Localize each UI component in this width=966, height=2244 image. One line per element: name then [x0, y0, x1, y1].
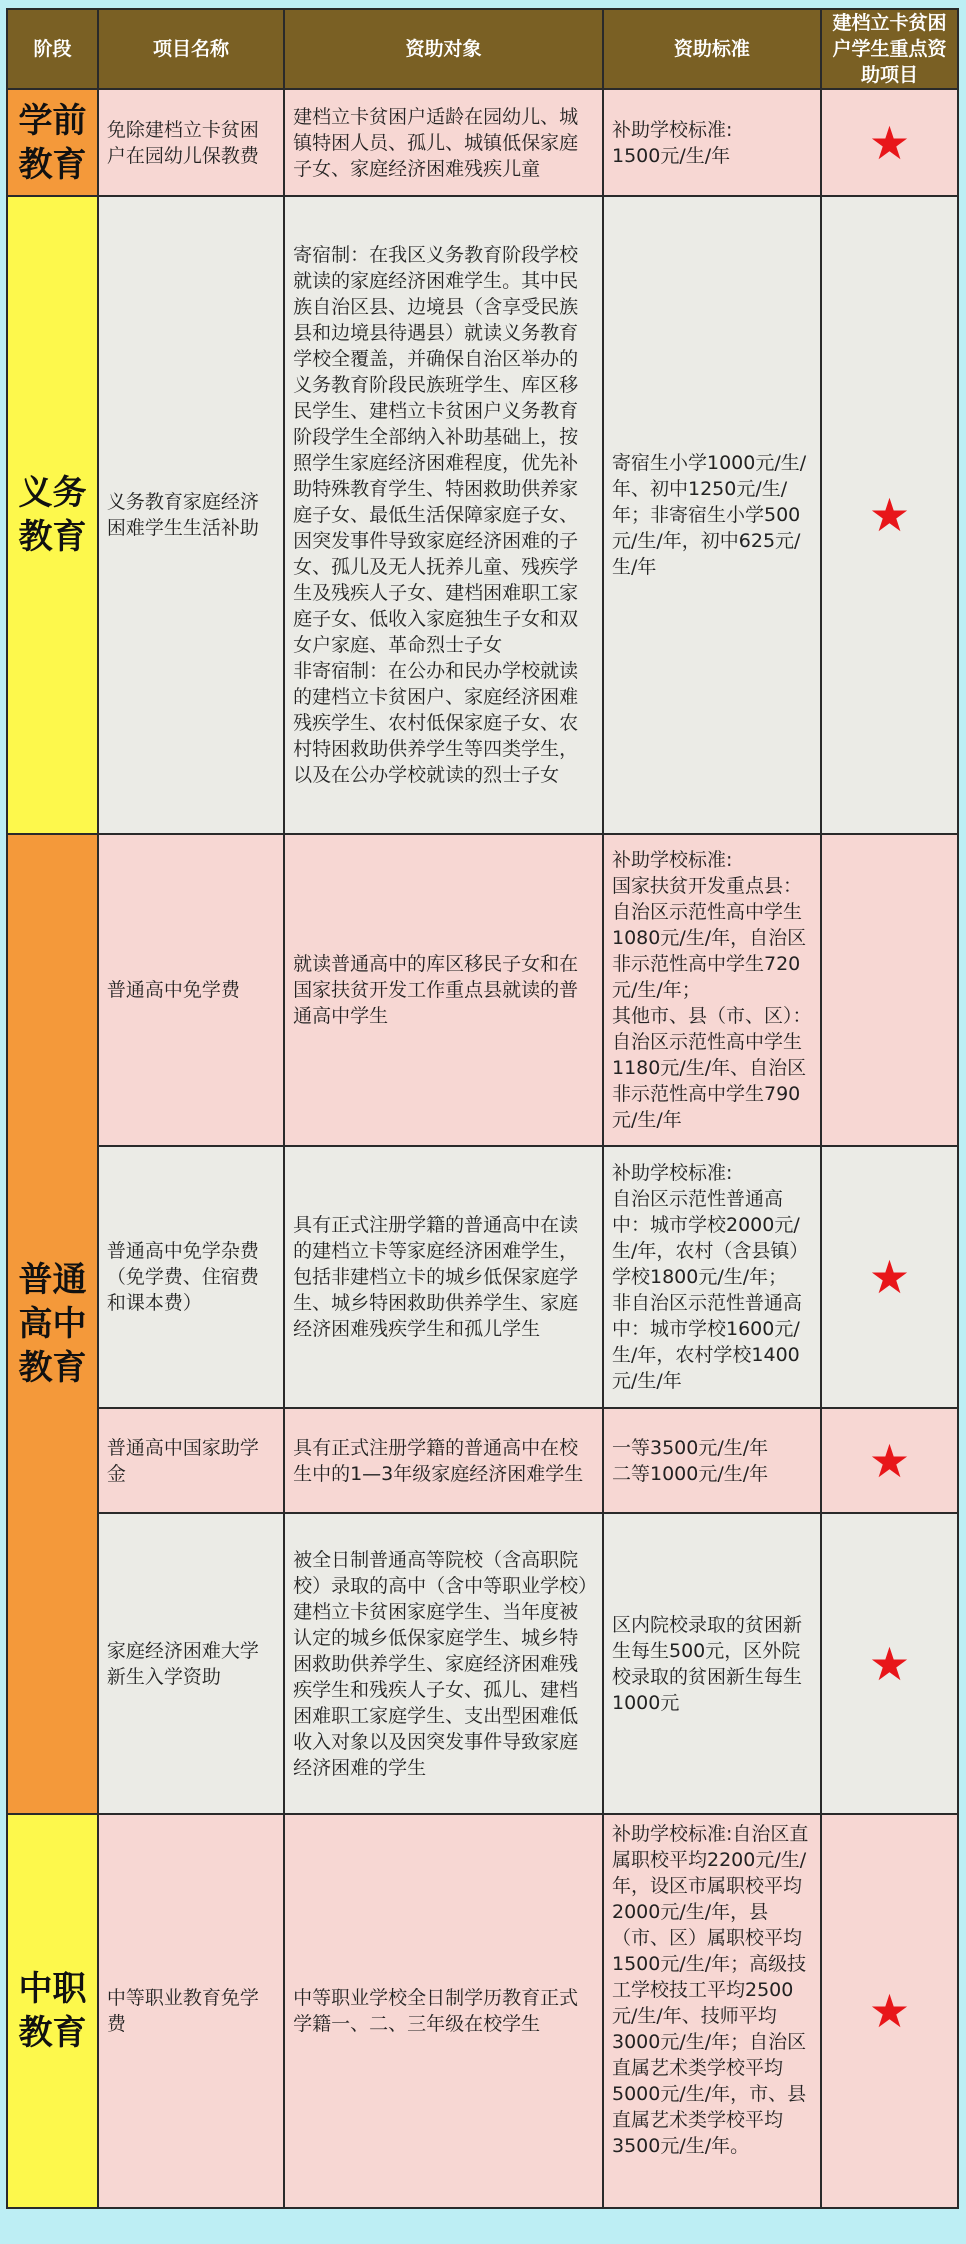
table-row — [7, 1513, 958, 1814]
project-name: 普通高中国家助学金 — [98, 1408, 284, 1513]
header-target: 资助对象 — [284, 9, 603, 89]
project-name: 普通高中免学杂费（免学费、住宿费和课本费） — [98, 1146, 284, 1408]
project-name: 家庭经济困难大学新生入学资助 — [98, 1513, 284, 1814]
aid-standard: 补助学校标准: 国家扶贫开发重点县：自治区示范性高中学生1080元/生/年，自治区非示范性高中学生720元/生/年； 其他市、县（市、区）：自治区示范性高中学生1180元/生/年、自治区非示范性高中学生790元/生/年 — [603, 834, 821, 1146]
stage-compulsory: 义务 教育 — [7, 196, 98, 834]
table-row — [7, 89, 958, 196]
project-name: 中等职业教育免学费 — [98, 1814, 284, 2208]
table-row — [7, 1408, 958, 1513]
table-row — [7, 1814, 958, 2208]
project-name: 免除建档立卡贫困户在园幼儿保教费 — [98, 89, 284, 196]
star-icon: ★ — [821, 1814, 958, 2208]
aid-standard: 补助学校标准: 1500元/生/年 — [603, 89, 821, 196]
header-stage: 阶段 — [7, 9, 98, 89]
stage-preschool: 学前 教育 — [7, 89, 98, 196]
aid-target: 就读普通高中的库区移民子女和在国家扶贫开发工作重点县就读的普通高中学生 — [284, 834, 603, 1146]
aid-target: 寄宿制：在我区义务教育阶段学校就读的家庭经济困难学生。其中民族自治区县、边境县（含享受民族县和边境县待遇县）就读义务教育学校全覆盖，并确保自治区举办的义务教育阶段民族班学生、库区移民学生、建档立卡贫困户义务教育阶段学生全部纳入补助基础上，按照学生家庭经济困难程度，优先补助特殊教育学生、特困救助供养家庭子女、最低生活保障家庭子女、因突发事件导致家庭经济困难的子女、孤儿及无人抚养儿童、残疾学生及残疾人子女、建档困难职工家庭子女、低收入家庭独生子女和双女户家庭、革命烈士子女 非寄宿制：在公办和民办学校就读的建档立卡贫困户、家庭经济困难残疾学生、农村低保家庭子女、农村特困救助供养学生等四类学生，以及在公办学校就读的烈士子女 — [284, 196, 603, 834]
stage-vocational: 中职 教育 — [7, 1814, 98, 2208]
subsidy-table — [6, 8, 959, 2209]
stage-highschool: 普通 高中 教育 — [7, 834, 98, 1814]
aid-target: 具有正式注册学籍的普通高中在读的建档立卡等家庭经济困难学生，包括非建档立卡的城乡低保家庭学生、城乡特困救助供养学生、家庭经济困难残疾学生和孤儿学生 — [284, 1146, 603, 1408]
table-row — [7, 834, 958, 1146]
aid-target: 具有正式注册学籍的普通高中在校生中的1—3年级家庭经济困难学生 — [284, 1408, 603, 1513]
aid-target: 中等职业学校全日制学历教育正式学籍一、二、三年级在校学生 — [284, 1814, 603, 2208]
header-project: 项目名称 — [98, 9, 284, 89]
star-icon: ★ — [821, 89, 958, 196]
aid-standard: 补助学校标准:自治区直属职校平均2200元/生/年，设区市属职校平均2000元/生/年，县（市、区）属职校平均1500元/生/年；高级技工学校技工平均2500元/生/年、技师平均3000元/生/年；自治区直属艺术类学校平均5000元/生/年，市、县直属艺术类学校平均3500元/生/年。 — [603, 1814, 821, 2208]
aid-target: 被全日制普通高等院校（含高职院校）录取的高中（含中等职业学校）建档立卡贫困家庭学生、当年度被认定的城乡低保家庭学生、城乡特困救助供养学生、家庭经济困难残疾学生和残疾人子女、孤儿、建档困难职工家庭学生、支出型困难低收入对象以及因突发事件导致家庭经济困难的学生 — [284, 1513, 603, 1814]
star-icon: ★ — [821, 1408, 958, 1513]
empty-key-cell — [821, 834, 958, 1146]
header-key-project: 建档立卡贫困户学生重点资助项目 — [821, 9, 958, 89]
star-icon: ★ — [821, 1146, 958, 1408]
aid-standard: 一等3500元/生/年 二等1000元/生/年 — [603, 1408, 821, 1513]
star-icon: ★ — [821, 196, 958, 834]
aid-standard: 补助学校标准: 自治区示范性普通高中：城市学校2000元/生/年，农村（含县镇）学校1800元/生/年； 非自治区示范性普通高中：城市学校1600元/生/年，农村学校1400元/生/年 — [603, 1146, 821, 1408]
aid-standard: 区内院校录取的贫困新生每生500元，区外院校录取的贫困新生每生1000元 — [603, 1513, 821, 1814]
aid-target: 建档立卡贫困户适龄在园幼儿、城镇特困人员、孤儿、城镇低保家庭子女、家庭经济困难残疾儿童 — [284, 89, 603, 196]
header-standard: 资助标准 — [603, 9, 821, 89]
aid-standard: 寄宿生小学1000元/生/年、初中1250元/生/年；非寄宿生小学500元/生/年，初中625元/生/年 — [603, 196, 821, 834]
header-row — [7, 9, 958, 89]
star-icon: ★ — [821, 1513, 958, 1814]
table-row — [7, 1146, 958, 1408]
project-name: 义务教育家庭经济困难学生生活补助 — [98, 196, 284, 834]
table-row — [7, 196, 958, 834]
project-name: 普通高中免学费 — [98, 834, 284, 1146]
